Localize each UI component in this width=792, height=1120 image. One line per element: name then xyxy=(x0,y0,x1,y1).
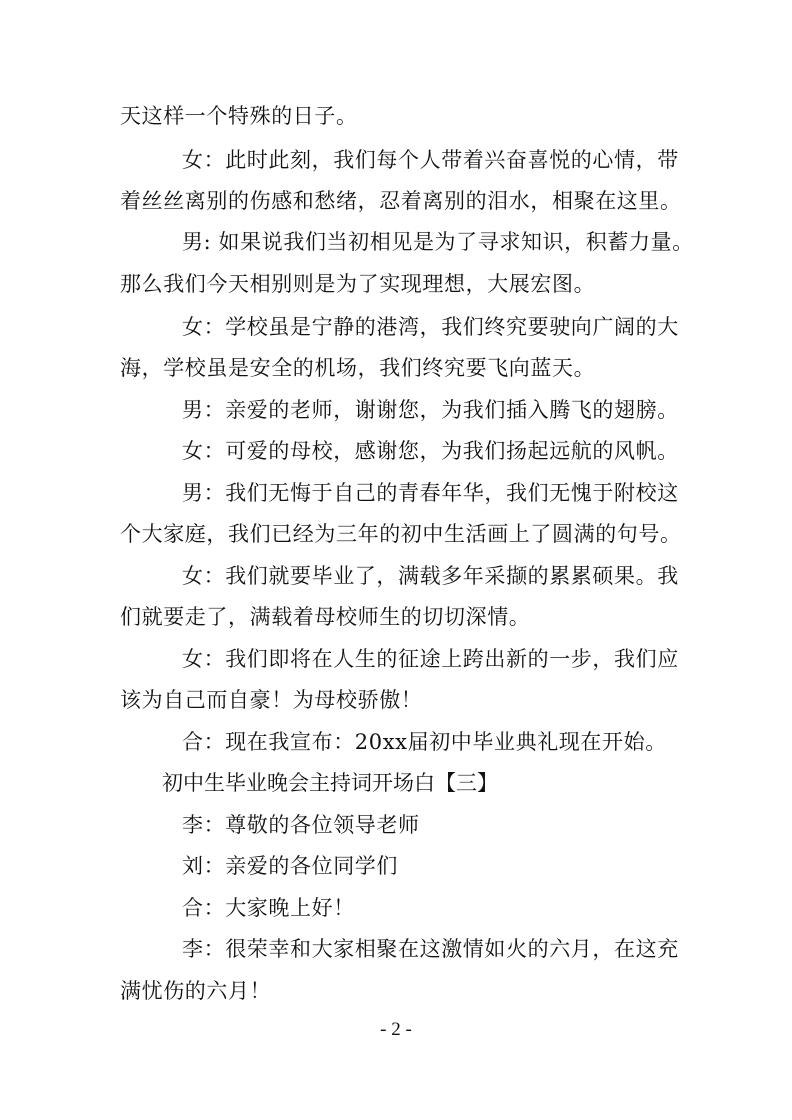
text-line: 男: 如果说我们当初相见是为了寻求知识，积蓄力量。 xyxy=(182,230,694,254)
text-line: 女：学校虽是宁静的港湾，我们终究要驶向广阔的大 xyxy=(182,315,679,339)
text-line: 女：此时此刻，我们每个人带着兴奋喜悦的心情，带 xyxy=(182,148,679,172)
text-line: 满忧伤的六月！ xyxy=(120,979,272,1003)
text-line: 们就要走了，满载着母校师生的切切深情。 xyxy=(120,605,531,629)
text-line: 男：我们无悔于自己的青春年华，我们无愧于附校这 xyxy=(182,481,679,505)
section-heading: 初中生毕业晚会主持词开场白【三】 xyxy=(162,771,498,795)
text-line: 李：很荣幸和大家相聚在这激情如火的六月，在这充 xyxy=(182,937,679,961)
text-line: 天这样一个特殊的日子。 xyxy=(120,104,358,128)
text-line: 那么我们今天相别则是为了实现理想，大展宏图。 xyxy=(120,272,596,296)
text-line: 合：现在我宣布：20xx届初中毕业典礼现在开始。 xyxy=(182,730,667,754)
text-line: 女：我们即将在人生的征途上跨出新的一步，我们应 xyxy=(182,647,679,671)
text-line: 李：尊敬的各位领导老师 xyxy=(182,813,420,837)
text-line: 海，学校虽是安全的机场，我们终究要飞向蓝天。 xyxy=(120,356,596,380)
text-line: 合：大家晚上好！ xyxy=(182,896,355,920)
text-line: 男：亲爱的老师，谢谢您，为我们插入腾飞的翅膀。 xyxy=(182,398,679,422)
text-line: 该为自己而自豪！为母校骄傲！ xyxy=(120,688,423,712)
text-line: 着丝丝离别的伤感和愁绪，忍着离别的泪水，相聚在这里。 xyxy=(120,189,682,213)
text-line: 个大家庭，我们已经为三年的初中生活画上了圆满的句号。 xyxy=(120,522,682,546)
text-line: 女：我们就要毕业了，满载多年采撷的累累硕果。我 xyxy=(182,564,679,588)
text-line: 刘：亲爱的各位同学们 xyxy=(182,854,398,878)
text-line: 女：可爱的母校，感谢您，为我们扬起远航的风帆。 xyxy=(182,439,679,463)
page-number: - 2 - xyxy=(380,1019,412,1040)
